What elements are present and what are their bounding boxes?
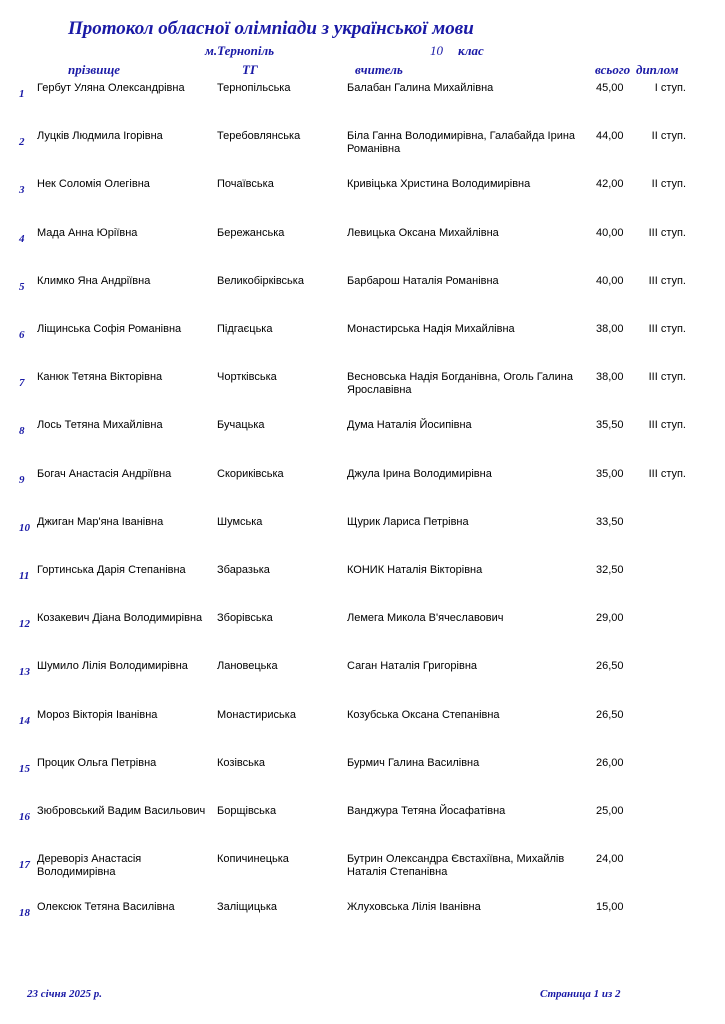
community-name: Заліщицька: [217, 901, 278, 914]
row-number: 1: [19, 88, 25, 100]
table-row: [0, 612, 725, 660]
total-score: 40,00: [596, 274, 624, 287]
row-number: 12: [19, 618, 30, 631]
table-row: [0, 516, 725, 564]
teacher-name: Біла Ганна Володимирівна, Галабайда Ірина Романівна: [347, 130, 576, 156]
diploma-level: II ступ.: [651, 178, 686, 191]
column-header-diploma: диплом: [636, 62, 679, 77]
table-row: [0, 130, 725, 178]
diploma-level: II ступ.: [651, 130, 686, 143]
total-score: 26,50: [596, 660, 624, 673]
city-label: м.Тернопіль: [205, 43, 275, 58]
participant-name: Дереворіз Анастасія Володимирівна: [37, 853, 142, 879]
diploma-level: III ступ.: [648, 371, 686, 384]
community-name: Почаївська: [217, 178, 274, 191]
teacher-name: Монастирська Надія Михайлівна: [347, 323, 515, 335]
community-name: Тернопільська: [217, 82, 291, 94]
column-header-surname: прізвище: [68, 62, 121, 77]
column-header-teacher: вчитель: [355, 62, 403, 77]
community-name: Скориківська: [217, 467, 284, 480]
class-label: клас: [458, 43, 484, 58]
community-name: Копичинецька: [217, 853, 289, 866]
community-name: Бучацька: [217, 419, 265, 432]
participant-name: Зюбровський Вадим Васильович: [37, 805, 206, 817]
teacher-name: Балабан Галина Михайлівна: [347, 82, 494, 94]
participant-name: Гербут Уляна Олександрівна: [37, 82, 185, 94]
table-row: [0, 275, 725, 323]
community-name: Монастириська: [217, 708, 296, 721]
column-header-tg: ТГ: [242, 62, 258, 77]
row-number: 7: [19, 377, 25, 390]
diploma-level: III ступ.: [648, 323, 686, 335]
table-row: [0, 371, 725, 419]
participant-name: Мороз Вікторія Іванівна: [37, 708, 158, 721]
row-number: 2: [19, 136, 25, 149]
teacher-name: Левицька Оксана Михайлівна: [347, 226, 499, 239]
community-name: Підгаєцька: [217, 323, 273, 335]
community-name: Борщівська: [217, 805, 277, 817]
table-row: [0, 82, 725, 130]
teacher-name: Бутрин Олександра Євстахіївна, Михайлів Наталія Степанівна: [347, 853, 565, 879]
table-row: [0, 709, 725, 757]
participant-name: Лось Тетяна Михайлівна: [37, 419, 163, 432]
table-row: [0, 853, 725, 901]
total-score: 24,00: [596, 853, 624, 866]
total-score: 15,00: [596, 901, 624, 914]
community-name: Великобірківська: [217, 274, 304, 287]
community-name: Теребовлянська: [217, 130, 301, 143]
teacher-name: Щурик Лариса Петрівна: [347, 515, 469, 528]
participant-name: Климко Яна Андріївна: [37, 274, 151, 287]
footer-date: 23 січня 2025 р.: [27, 988, 102, 1000]
total-score: 33,50: [596, 515, 624, 528]
table-row: [0, 805, 725, 853]
diploma-level: III ступ.: [648, 274, 686, 287]
total-score: 29,00: [596, 612, 624, 625]
participant-name: Олексюк Тетяна Василівна: [37, 901, 175, 914]
total-score: 26,00: [596, 756, 624, 769]
community-name: Чортківська: [217, 371, 277, 384]
table-row: [0, 419, 725, 467]
teacher-name: Козубська Оксана Степанівна: [347, 708, 500, 721]
total-score: 42,00: [596, 178, 624, 191]
footer-page-number: Страница 1 из 2: [540, 988, 621, 1000]
teacher-name: Саган Наталія Григорівна: [347, 660, 478, 673]
participant-name: Мада Анна Юріївна: [37, 226, 138, 239]
table-row: [0, 323, 725, 371]
teacher-name: Бурмич Галина Василівна: [347, 756, 480, 769]
participant-name: Нек Соломія Олегівна: [37, 178, 150, 191]
row-number: 8: [19, 425, 25, 438]
table-row: [0, 901, 725, 949]
teacher-name: КОНИК Наталія Вікторівна: [347, 564, 483, 576]
teacher-name: Жлуховська Лілія Іванівна: [347, 901, 481, 914]
row-number: 14: [19, 714, 30, 727]
table-row: [0, 468, 725, 516]
total-score: 32,50: [596, 564, 624, 576]
community-name: Лановецька: [217, 660, 278, 673]
table-row: [0, 660, 725, 708]
community-name: Зборівська: [217, 612, 273, 625]
diploma-level: III ступ.: [648, 419, 686, 432]
row-number: 9: [19, 473, 25, 486]
row-number: 16: [19, 811, 30, 823]
teacher-name: Барбарош Наталія Романівна: [347, 274, 499, 287]
row-number: 3: [19, 184, 25, 197]
row-number: 4: [19, 232, 25, 245]
total-score: 45,00: [596, 82, 624, 94]
participant-name: Козакевич Діана Володимирівна: [37, 612, 203, 625]
row-number: 17: [19, 859, 30, 872]
community-name: Шумська: [217, 515, 263, 528]
participant-name: Луцків Людмила Ігорівна: [37, 130, 163, 143]
row-number: 5: [19, 280, 25, 293]
row-number: 10: [19, 521, 30, 534]
row-number: 18: [19, 907, 30, 920]
total-score: 40,00: [596, 226, 624, 239]
row-number: 13: [19, 666, 30, 679]
participant-name: Джиган Мар'яна Іванівна: [37, 515, 164, 528]
teacher-name: Весновська Надія Богданівна, Оголь Галина Ярославівна: [347, 371, 573, 397]
table-row: [0, 227, 725, 275]
teacher-name: Ванджура Тетяна Йосафатівна: [347, 805, 506, 817]
total-score: 38,00: [596, 371, 624, 384]
community-name: Збаразька: [217, 564, 270, 576]
page-title: Протокол обласної олімпіади з української мови: [68, 18, 474, 39]
community-name: Козівська: [217, 756, 266, 769]
total-score: 35,00: [596, 467, 624, 480]
diploma-level: I ступ.: [654, 82, 686, 94]
participant-name: Ліщинська Софія Романівна: [37, 323, 182, 335]
participant-name: Богач Анастасія Андріївна: [37, 467, 172, 480]
teacher-name: Дума Наталія Йосипівна: [347, 419, 472, 432]
participant-name: Шумило Лілія Володимирівна: [37, 660, 188, 673]
participant-name: Гортинська Дарія Степанівна: [37, 564, 186, 576]
total-score: 35,50: [596, 419, 624, 432]
total-score: 25,00: [596, 805, 624, 817]
teacher-name: Кривіцька Христина Володимирівна: [347, 178, 531, 191]
total-score: 26,50: [596, 708, 624, 721]
table-row: [0, 757, 725, 805]
column-header-total: всього: [595, 62, 631, 77]
teacher-name: Лемега Микола В'ячеславович: [347, 612, 504, 625]
total-score: 44,00: [596, 130, 624, 143]
diploma-level: III ступ.: [648, 467, 686, 480]
participant-name: Канюк Тетяна Вікторівна: [37, 371, 163, 384]
row-number: 6: [19, 329, 25, 341]
participant-name: Процик Ольга Петрівна: [37, 756, 157, 769]
diploma-level: III ступ.: [648, 226, 686, 239]
teacher-name: Джула Ірина Володимирівна: [347, 467, 492, 480]
table-row: [0, 564, 725, 612]
total-score: 38,00: [596, 323, 624, 335]
community-name: Бережанська: [217, 226, 285, 239]
row-number: 11: [19, 570, 30, 582]
table-row: [0, 178, 725, 226]
grade-number: 10: [430, 43, 443, 58]
row-number: 15: [19, 762, 30, 775]
